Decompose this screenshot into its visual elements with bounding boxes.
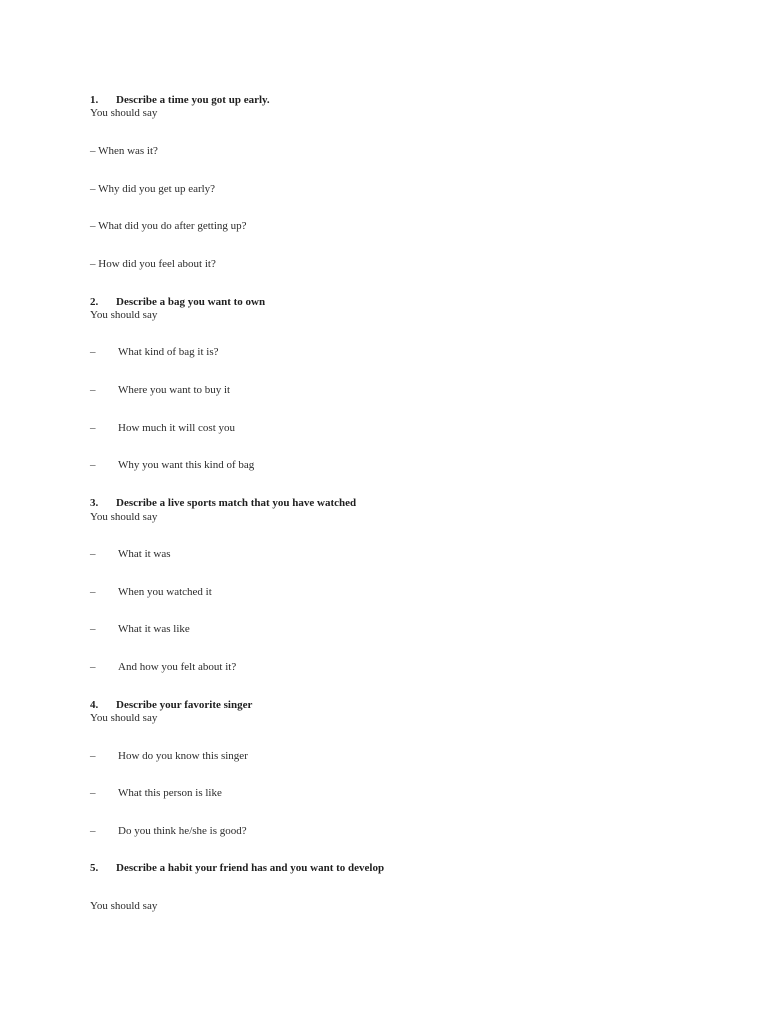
dash: – (90, 787, 96, 799)
dash: – (90, 586, 96, 598)
section-2-prompt: You should say (90, 309, 158, 321)
section-number: 1. (90, 94, 99, 106)
section-4-prompt: You should say (90, 712, 158, 724)
section-3-item (90, 585, 212, 599)
item-text: What kind of bag it is? (118, 346, 219, 358)
section-3-item (90, 547, 171, 561)
section-5-prompt: You should say (90, 900, 158, 912)
section-4-heading (90, 698, 252, 712)
section-3-prompt: You should say (90, 511, 158, 523)
dash: – (90, 422, 96, 434)
dash: – (90, 548, 96, 560)
dash: – (90, 750, 96, 762)
section-5-heading (90, 861, 384, 875)
dash: – (90, 661, 96, 673)
section-title: Describe your favorite singer (116, 699, 253, 711)
dash: – (90, 825, 96, 837)
section-1-prompt: You should say (90, 107, 158, 119)
item-text: How did you feel about it? (98, 258, 216, 270)
section-2-item (90, 458, 254, 472)
item-text: Where you want to buy it (118, 384, 231, 396)
section-4-item (90, 824, 247, 838)
section-2-item (90, 345, 219, 359)
section-number: 5. (90, 862, 99, 874)
item-text: Do you think he/she is good? (118, 825, 247, 837)
section-number: 3. (90, 497, 99, 509)
section-number: 4. (90, 699, 99, 711)
section-1-item (90, 219, 247, 233)
dash: – (90, 145, 96, 157)
section-2-item (90, 383, 230, 397)
section-2-heading (90, 295, 265, 309)
dash: – (90, 623, 96, 635)
item-text: When was it? (98, 145, 158, 157)
item-text: What it was like (118, 623, 190, 635)
section-3-item (90, 622, 190, 636)
section-3-item (90, 660, 236, 674)
section-title: Describe a time you got up early. (116, 94, 270, 106)
item-text: How do you know this singer (118, 750, 248, 762)
dash: – (90, 183, 96, 195)
item-text: Why you want this kind of bag (118, 459, 255, 471)
dash: – (90, 384, 96, 396)
section-1-item (90, 182, 215, 196)
section-number: 2. (90, 296, 99, 308)
section-title: Describe a bag you want to own (116, 296, 266, 308)
section-1-item (90, 257, 216, 271)
dash: – (90, 459, 96, 471)
section-1-heading (90, 93, 270, 107)
section-title: Describe a live sports match that you have watched (116, 497, 357, 509)
dash: – (90, 258, 96, 270)
item-text: How much it will cost you (118, 422, 236, 434)
item-text: What it was (118, 548, 171, 560)
item-text: Why did you get up early? (98, 183, 216, 195)
item-text: What this person is like (118, 787, 222, 799)
section-4-item (90, 749, 248, 763)
section-1-item (90, 144, 158, 158)
section-2-item (90, 421, 235, 435)
item-text: When you watched it (118, 586, 212, 598)
item-text: And how you felt about it? (118, 661, 237, 673)
dash: – (90, 220, 96, 232)
section-3-heading (90, 496, 356, 510)
section-title: Describe a habit your friend has and you want to develop (116, 862, 385, 874)
dash: – (90, 346, 96, 358)
section-4-item (90, 786, 222, 800)
item-text: What did you do after getting up? (98, 220, 247, 232)
